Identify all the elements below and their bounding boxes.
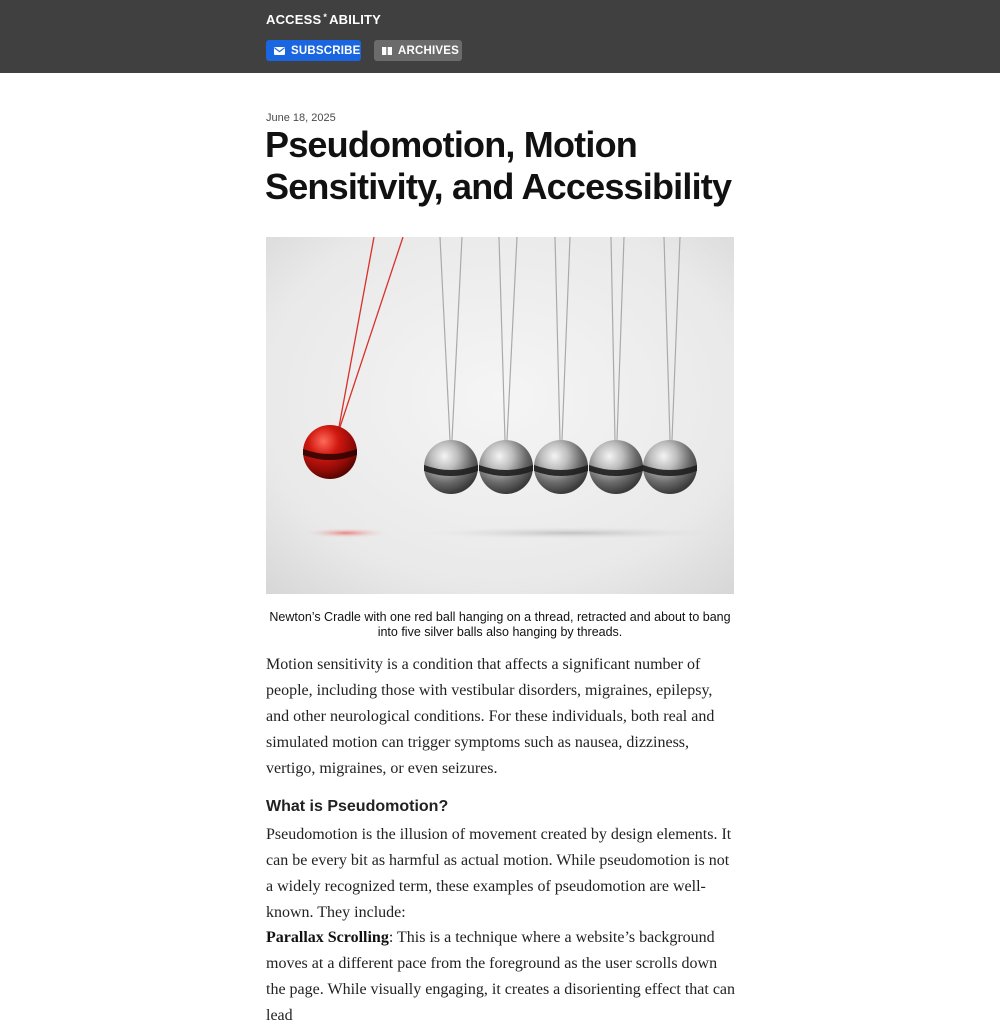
archives-label: ARCHIVES (398, 44, 460, 57)
brand-access: ACCESS (266, 12, 322, 27)
subscribe-label: SUBSCRIBE (291, 44, 361, 57)
article-title: Pseudomotion, Motion Sensitivity, and Accessibility (265, 124, 732, 207)
envelope-icon (274, 47, 285, 55)
site-logo[interactable] (266, 12, 381, 27)
post-date: June 18, 2025 (266, 112, 336, 124)
intro-paragraph: Motion sensitivity is a condition that affects a significant number of people, including those with vestibular disorders, migraines, epilepsy, and other neurological conditions. For these individuals, both real and simulated motion can trigger symptoms such as nausea, dizziness, vertigo, migraines, or even seizures. (266, 656, 715, 777)
item-text: : This is a technique where a website’s background moves at a different pace from the foreground as the user scrolls down the page. While visually engaging, it creates a disorienting effect that can lead (266, 929, 736, 1024)
brand-ability: ABILITY (329, 12, 382, 27)
newtons-cradle-image (266, 237, 734, 594)
section-paragraph: Pseudomotion is the illusion of movement created by design elements. It can be every bit as harmful as actual motion. While pseudomotion is not a widely recognized term, these examples of pseudomotion are well-known. They include: (266, 826, 732, 921)
list-item-parallax (266, 925, 736, 1029)
subscribe-button[interactable] (266, 40, 361, 61)
item-term: Parallax Scrolling (266, 929, 389, 946)
archives-button[interactable] (374, 40, 462, 61)
image-caption: Newton’s Cradle with one red ball hanging on a thread, retracted and about to bang into five silver balls also hanging by threads. (269, 610, 731, 639)
book-icon (382, 47, 392, 55)
brand-star: * (323, 12, 328, 22)
site-header (0, 0, 1000, 73)
section-heading: What is Pseudomotion? (266, 798, 449, 815)
